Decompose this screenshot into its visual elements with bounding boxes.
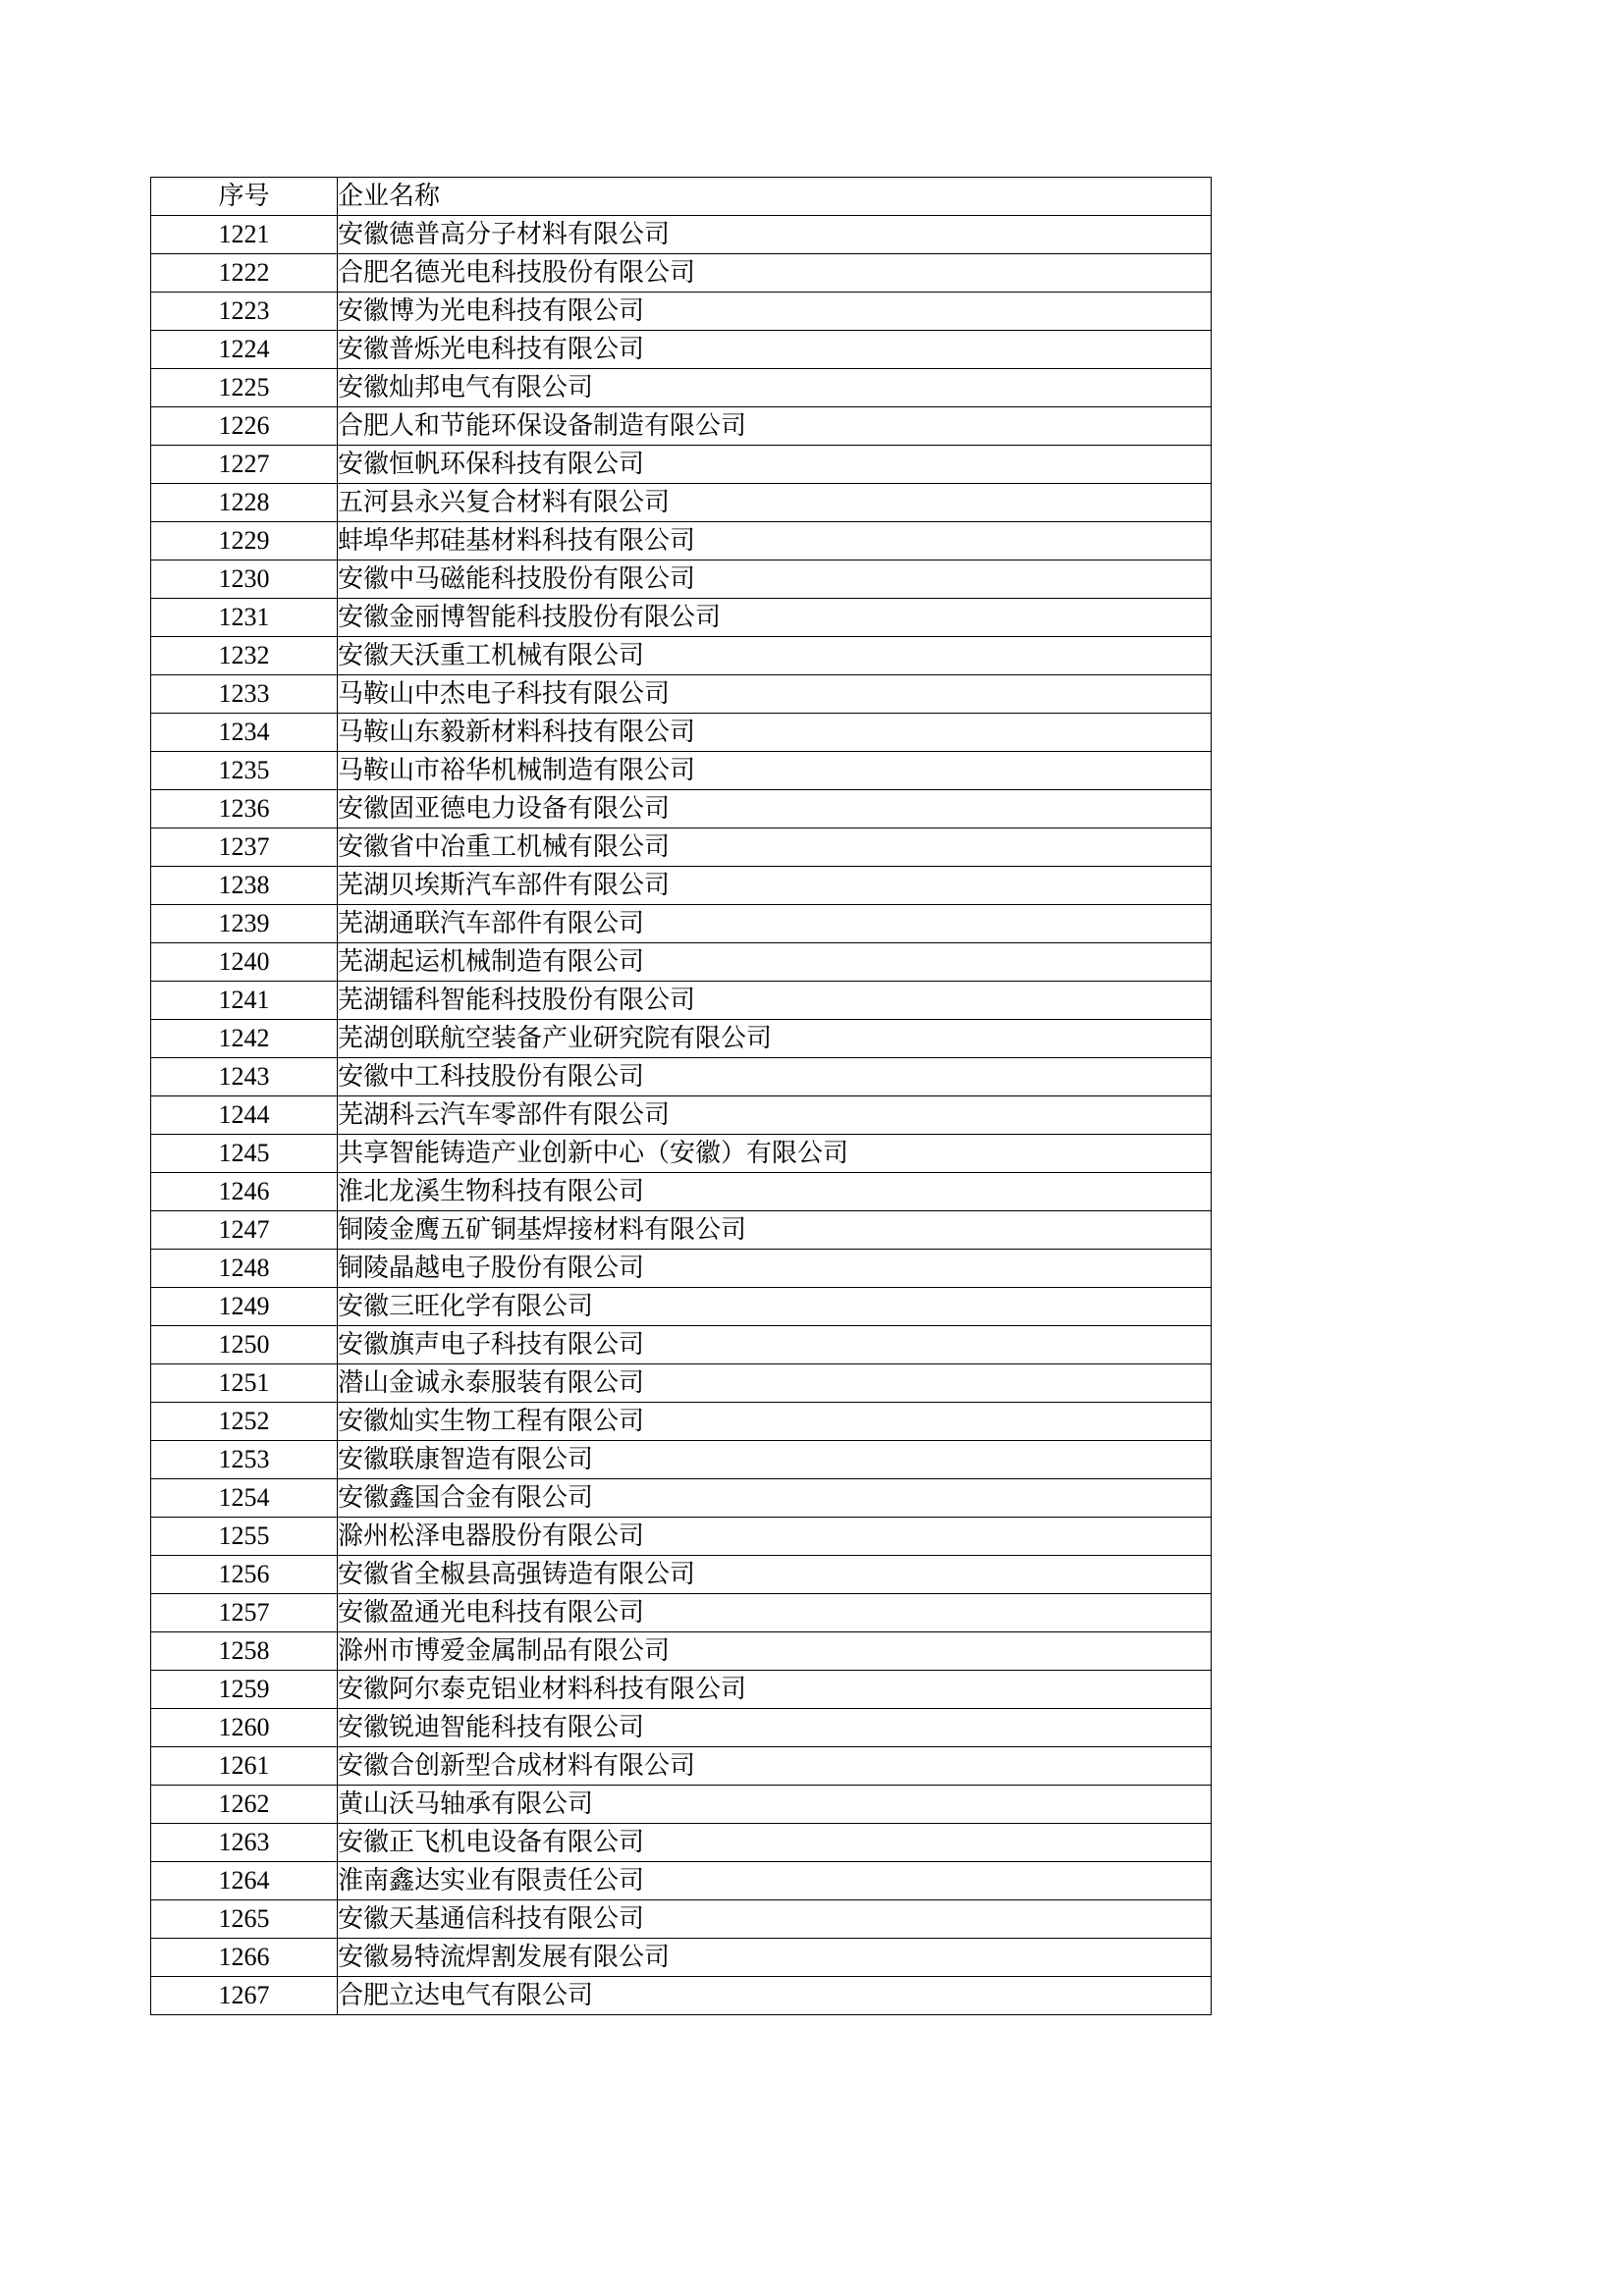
table-row: [151, 369, 1212, 407]
row-index-cell: 1227: [151, 446, 338, 484]
row-index-cell: 1251: [151, 1364, 338, 1403]
row-index-cell: 1244: [151, 1096, 338, 1135]
table-row: [151, 1709, 1212, 1747]
table-row: [151, 1939, 1212, 1977]
table-row: [151, 905, 1212, 943]
table-row: [151, 1518, 1212, 1556]
enterprise-name-cell: 安徽博为光电科技有限公司: [338, 293, 1212, 331]
table-row: [151, 1824, 1212, 1862]
table-header: [151, 178, 1212, 216]
row-index-cell: 1264: [151, 1862, 338, 1900]
enterprise-name-cell: 马鞍山市裕华机械制造有限公司: [338, 752, 1212, 790]
enterprise-name-cell: 安徽中马磁能科技股份有限公司: [338, 561, 1212, 599]
row-index-cell: 1260: [151, 1709, 338, 1747]
table-row: [151, 1632, 1212, 1671]
row-index-cell: 1241: [151, 982, 338, 1020]
enterprise-name-cell: 芜湖贝埃斯汽车部件有限公司: [338, 867, 1212, 905]
enterprise-name-cell: 安徽鑫国合金有限公司: [338, 1479, 1212, 1518]
table-row: [151, 599, 1212, 637]
row-index-cell: 1254: [151, 1479, 338, 1518]
row-index-cell: 1252: [151, 1403, 338, 1441]
row-index-cell: 1246: [151, 1173, 338, 1211]
enterprise-name-cell: 铜陵金鹰五矿铜基焊接材料有限公司: [338, 1211, 1212, 1250]
table-row: [151, 1211, 1212, 1250]
row-index-cell: 1222: [151, 254, 338, 293]
table-row: [151, 1441, 1212, 1479]
enterprise-name-cell: 淮北龙溪生物科技有限公司: [338, 1173, 1212, 1211]
row-index-cell: 1233: [151, 675, 338, 714]
enterprise-name-cell: 潜山金诚永泰服装有限公司: [338, 1364, 1212, 1403]
table-row: [151, 1671, 1212, 1709]
enterprise-name-cell: 安徽固亚德电力设备有限公司: [338, 790, 1212, 828]
table-row: [151, 828, 1212, 867]
row-index-cell: 1240: [151, 943, 338, 982]
enterprise-name-cell: 蚌埠华邦硅基材料科技有限公司: [338, 522, 1212, 561]
table-row: [151, 790, 1212, 828]
table-row: [151, 1786, 1212, 1824]
enterprise-name-cell: 安徽三旺化学有限公司: [338, 1288, 1212, 1326]
row-index-cell: 1239: [151, 905, 338, 943]
row-index-cell: 1245: [151, 1135, 338, 1173]
enterprise-name-cell: 安徽省中冶重工机械有限公司: [338, 828, 1212, 867]
table-row: [151, 446, 1212, 484]
table-row: [151, 752, 1212, 790]
enterprise-name-cell: 安徽锐迪智能科技有限公司: [338, 1709, 1212, 1747]
row-index-cell: 1230: [151, 561, 338, 599]
enterprise-name-cell: 安徽金丽博智能科技股份有限公司: [338, 599, 1212, 637]
table-row: [151, 1364, 1212, 1403]
row-index-cell: 1224: [151, 331, 338, 369]
enterprise-name-cell: 芜湖通联汽车部件有限公司: [338, 905, 1212, 943]
row-index-cell: 1229: [151, 522, 338, 561]
enterprise-name-cell: 安徽德普高分子材料有限公司: [338, 216, 1212, 254]
enterprise-list-table-container: [150, 177, 1211, 2015]
row-index-cell: 1235: [151, 752, 338, 790]
row-index-cell: 1248: [151, 1250, 338, 1288]
row-index-cell: 1256: [151, 1556, 338, 1594]
table-row: [151, 1479, 1212, 1518]
enterprise-list-table: [150, 177, 1212, 2015]
enterprise-name-cell: 共享智能铸造产业创新中心（安徽）有限公司: [338, 1135, 1212, 1173]
row-index-cell: 1232: [151, 637, 338, 675]
table-row: [151, 254, 1212, 293]
enterprise-name-cell: 淮南鑫达实业有限责任公司: [338, 1862, 1212, 1900]
table-row: [151, 1977, 1212, 2015]
table-row: [151, 1403, 1212, 1441]
table-body: [151, 216, 1212, 2015]
enterprise-name-cell: 合肥名德光电科技股份有限公司: [338, 254, 1212, 293]
enterprise-name-cell: 安徽正飞机电设备有限公司: [338, 1824, 1212, 1862]
enterprise-name-cell: 安徽中工科技股份有限公司: [338, 1058, 1212, 1096]
table-header-row: [151, 178, 1212, 216]
enterprise-name-cell: 滁州市博爱金属制品有限公司: [338, 1632, 1212, 1671]
enterprise-name-cell: 合肥人和节能环保设备制造有限公司: [338, 407, 1212, 446]
table-row: [151, 1556, 1212, 1594]
row-index-cell: 1250: [151, 1326, 338, 1364]
table-row: [151, 1900, 1212, 1939]
enterprise-name-cell: 芜湖创联航空装备产业研究院有限公司: [338, 1020, 1212, 1058]
table-row: [151, 1173, 1212, 1211]
table-row: [151, 216, 1212, 254]
row-index-cell: 1267: [151, 1977, 338, 2015]
enterprise-name-cell: 马鞍山东毅新材料科技有限公司: [338, 714, 1212, 752]
row-index-cell: 1237: [151, 828, 338, 867]
enterprise-name-cell: 芜湖起运机械制造有限公司: [338, 943, 1212, 982]
table-row: [151, 943, 1212, 982]
row-index-cell: 1266: [151, 1939, 338, 1977]
table-row: [151, 1135, 1212, 1173]
table-row: [151, 1862, 1212, 1900]
table-row: [151, 1250, 1212, 1288]
table-row: [151, 675, 1212, 714]
table-row: [151, 714, 1212, 752]
enterprise-name-cell: 安徽恒帆环保科技有限公司: [338, 446, 1212, 484]
row-index-cell: 1262: [151, 1786, 338, 1824]
enterprise-name-cell: 芜湖科云汽车零部件有限公司: [338, 1096, 1212, 1135]
row-index-cell: 1231: [151, 599, 338, 637]
table-row: [151, 1288, 1212, 1326]
row-index-cell: 1242: [151, 1020, 338, 1058]
row-index-cell: 1263: [151, 1824, 338, 1862]
enterprise-name-cell: 安徽易特流焊割发展有限公司: [338, 1939, 1212, 1977]
row-index-cell: 1253: [151, 1441, 338, 1479]
enterprise-name-cell: 安徽普烁光电科技有限公司: [338, 331, 1212, 369]
column-header-name: 企业名称: [338, 178, 1212, 216]
table-row: [151, 637, 1212, 675]
row-index-cell: 1255: [151, 1518, 338, 1556]
enterprise-name-cell: 安徽天沃重工机械有限公司: [338, 637, 1212, 675]
enterprise-name-cell: 合肥立达电气有限公司: [338, 1977, 1212, 2015]
table-row: [151, 1058, 1212, 1096]
row-index-cell: 1261: [151, 1747, 338, 1786]
enterprise-name-cell: 安徽旗声电子科技有限公司: [338, 1326, 1212, 1364]
table-row: [151, 407, 1212, 446]
enterprise-name-cell: 安徽盈通光电科技有限公司: [338, 1594, 1212, 1632]
row-index-cell: 1234: [151, 714, 338, 752]
table-row: [151, 331, 1212, 369]
table-row: [151, 982, 1212, 1020]
table-row: [151, 1020, 1212, 1058]
table-row: [151, 293, 1212, 331]
enterprise-name-cell: 安徽天基通信科技有限公司: [338, 1900, 1212, 1939]
row-index-cell: 1223: [151, 293, 338, 331]
table-row: [151, 1594, 1212, 1632]
enterprise-name-cell: 芜湖镭科智能科技股份有限公司: [338, 982, 1212, 1020]
enterprise-name-cell: 铜陵晶越电子股份有限公司: [338, 1250, 1212, 1288]
table-row: [151, 522, 1212, 561]
table-row: [151, 867, 1212, 905]
row-index-cell: 1228: [151, 484, 338, 522]
row-index-cell: 1249: [151, 1288, 338, 1326]
row-index-cell: 1225: [151, 369, 338, 407]
row-index-cell: 1226: [151, 407, 338, 446]
table-row: [151, 1096, 1212, 1135]
enterprise-name-cell: 五河县永兴复合材料有限公司: [338, 484, 1212, 522]
table-row: [151, 1326, 1212, 1364]
table-row: [151, 484, 1212, 522]
row-index-cell: 1257: [151, 1594, 338, 1632]
row-index-cell: 1259: [151, 1671, 338, 1709]
enterprise-name-cell: 安徽灿邦电气有限公司: [338, 369, 1212, 407]
row-index-cell: 1221: [151, 216, 338, 254]
table-row: [151, 1747, 1212, 1786]
row-index-cell: 1258: [151, 1632, 338, 1671]
row-index-cell: 1247: [151, 1211, 338, 1250]
row-index-cell: 1238: [151, 867, 338, 905]
row-index-cell: 1236: [151, 790, 338, 828]
row-index-cell: 1243: [151, 1058, 338, 1096]
enterprise-name-cell: 安徽灿实生物工程有限公司: [338, 1403, 1212, 1441]
column-header-no: 序号: [151, 178, 338, 216]
enterprise-name-cell: 马鞍山中杰电子科技有限公司: [338, 675, 1212, 714]
enterprise-name-cell: 安徽阿尔泰克铝业材料科技有限公司: [338, 1671, 1212, 1709]
row-index-cell: 1265: [151, 1900, 338, 1939]
table-row: [151, 561, 1212, 599]
enterprise-name-cell: 安徽省全椒县高强铸造有限公司: [338, 1556, 1212, 1594]
enterprise-name-cell: 安徽合创新型合成材料有限公司: [338, 1747, 1212, 1786]
enterprise-name-cell: 黄山沃马轴承有限公司: [338, 1786, 1212, 1824]
enterprise-name-cell: 安徽联康智造有限公司: [338, 1441, 1212, 1479]
enterprise-name-cell: 滁州松泽电器股份有限公司: [338, 1518, 1212, 1556]
